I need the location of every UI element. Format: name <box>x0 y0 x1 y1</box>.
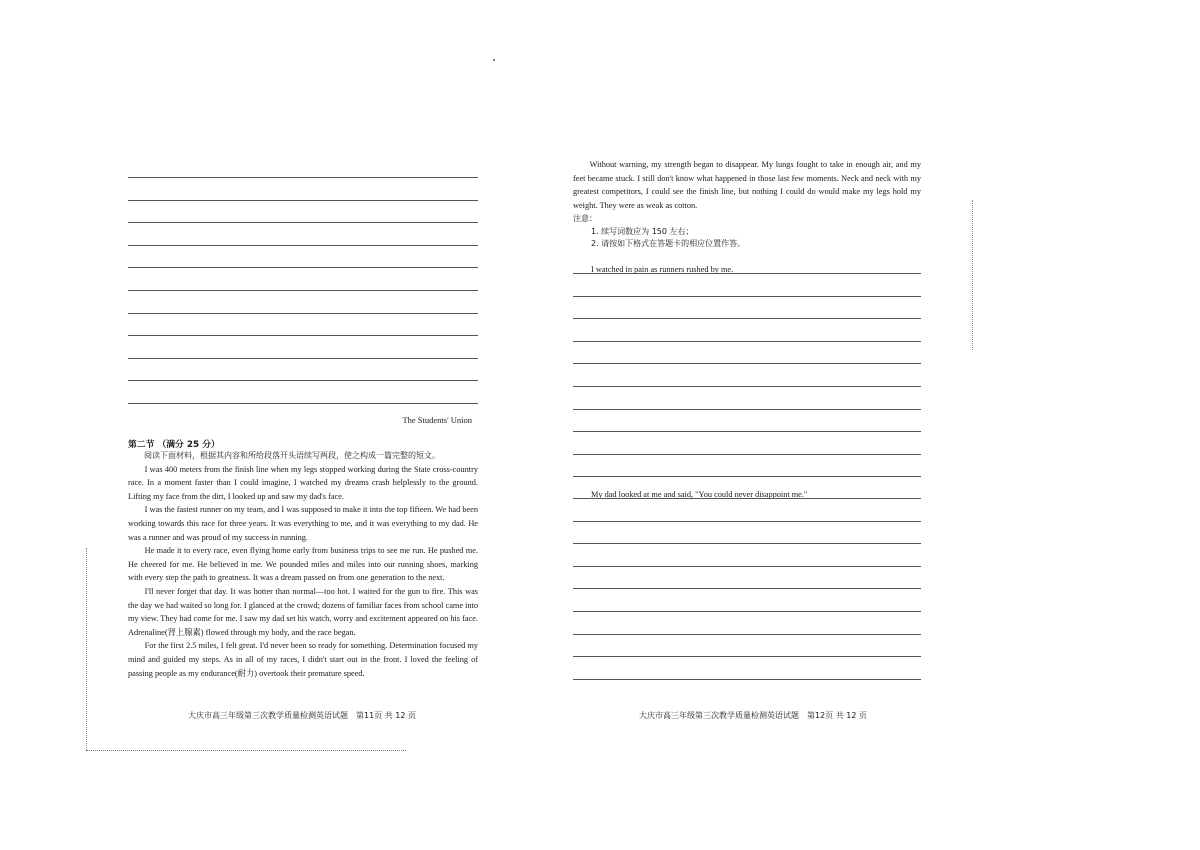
writing-line <box>573 363 921 364</box>
writing-line <box>128 222 478 223</box>
writing-line <box>573 409 921 410</box>
scan-margin-line <box>86 548 87 750</box>
note-1: 1. 续写词数应为 150 左右； <box>591 226 694 236</box>
writing-line <box>128 177 478 178</box>
paragraph-starter-2: My dad looked at me and said, "You could never disappoint me." <box>591 490 808 499</box>
writing-line <box>573 273 921 274</box>
writing-line <box>573 296 921 297</box>
signoff: The Students' Union <box>402 415 472 425</box>
note-2: 2. 请按如下格式在答题卡的相应位置作答。 <box>591 239 746 248</box>
reading-passage <box>128 449 478 680</box>
paragraph-5: For the first 2.5 miles, I felt great. I'd never been so ready for something. Determination focused my mind and guided my steps. As in all of my races, I didn't start out in the front. I loved the feeling of passing people as my endurance(耐力) overtook their premature speed. <box>128 641 478 678</box>
paragraph-2: I was the fastest runner on my team, and I was supposed to make it into the top fifteen. We had been working towards this race for three years. It was everything to me, and it was everything to my dad. He was a runner and was proud of my success in running. <box>128 505 478 542</box>
scan-margin-line <box>86 750 406 751</box>
writing-line <box>573 386 921 387</box>
writing-line <box>573 566 921 567</box>
page-footer-left: 大庆市高三年级第三次教学质量检测英语试题 第11页 共 12 页 <box>188 711 416 720</box>
writing-line <box>573 611 921 612</box>
paragraph-starter-1: I watched in pain as runners rushed by me. <box>591 265 734 274</box>
notes-title: 注意： <box>573 214 597 223</box>
right-page <box>573 0 921 850</box>
writing-line <box>573 679 921 680</box>
writing-line <box>573 634 921 635</box>
left-page <box>128 0 478 850</box>
paragraph-4: I'll never forget that day. It was hotter than normal—too hot. I waited for the gun to fire. This was the day we had waited so long for. I glanced at the crowd; dozens of familiar faces from school came into my view. They had come for me. I saw my dad set his watch, worry and excitement appeared on his face. Adrenaline(肾上腺素) flowed through my body, and the race began. <box>128 586 478 637</box>
page-footer-right: 大庆市高三年级第三次教学质量检测英语试题 第12页 共 12 页 <box>639 711 867 720</box>
writing-line <box>573 431 921 432</box>
writing-line <box>573 341 921 342</box>
writing-line <box>573 521 921 522</box>
writing-line <box>128 290 478 291</box>
writing-line <box>128 313 478 314</box>
scan-speck <box>493 59 495 61</box>
continuation-paragraph <box>573 158 921 212</box>
paragraph-3: He made it to every race, even flying home early from business trips to see me run. He pushed me. He cheered for me. He believed in me. We pounded miles and miles into our running shoes, marking with every step the path to greatness. It was a dream passed on from one generation to the next. <box>128 546 478 583</box>
notes <box>573 213 921 251</box>
paragraph-1: I was 400 meters from the finish line when my legs stopped working during the State cross-country race. In a moment faster than I could imagine, I watched my dreams crash helplessly to the ground. Lifting my face from the dirt, I looked up and saw my dad's face. <box>128 464 478 501</box>
writing-line <box>128 358 478 359</box>
writing-line <box>128 380 478 381</box>
scan-margin-line <box>972 200 973 350</box>
writing-line <box>128 403 478 404</box>
writing-line <box>573 656 921 657</box>
writing-line <box>573 476 921 477</box>
writing-line <box>573 318 921 319</box>
writing-line <box>128 267 478 268</box>
writing-line <box>573 543 921 544</box>
instruction: 阅读下面材料，根据其内容和所给段落开头语续写两段，使之构成一篇完整的短文。 <box>144 451 440 460</box>
writing-line <box>128 200 478 201</box>
writing-line <box>128 245 478 246</box>
section-title: 第二节 （满分 25 分） <box>128 440 220 450</box>
writing-line <box>573 498 921 499</box>
paragraph-6: Without warning, my strength began to disappear. My lungs fought to take in enough air, and my feet became stuck. I still don't know what happened in those last few moments. Neck and neck with my greatest competitors, I could see the finish line, but nothing I could do would make my legs hold my weight. They were as weak as cotton. <box>573 160 921 210</box>
writing-line <box>573 454 921 455</box>
writing-line <box>573 588 921 589</box>
writing-line <box>128 335 478 336</box>
